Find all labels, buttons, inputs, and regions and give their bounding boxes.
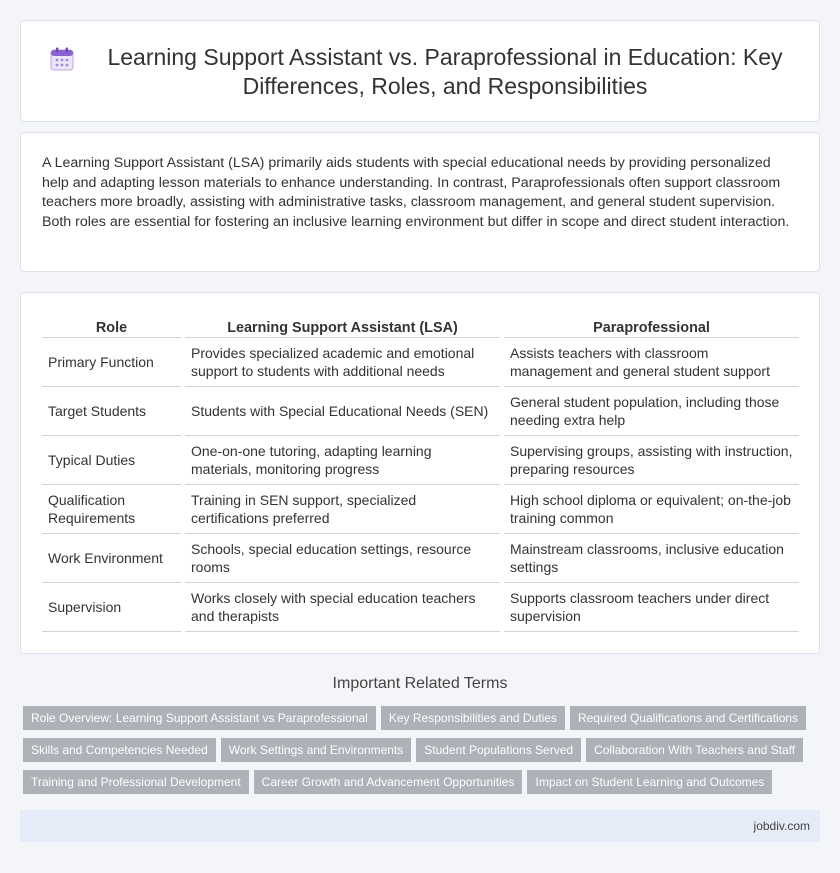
related-term-tag[interactable]: Career Growth and Advancement Opportunities [254, 770, 523, 794]
paraprofessional-cell: Supports classroom teachers under direct supervision [502, 582, 799, 631]
intro-card [20, 132, 820, 272]
page-title: Learning Support Assistant vs. Paraprofessional in Education: Key Differences, Roles, and Responsibilities [107, 44, 783, 99]
related-term-tag[interactable]: Skills and Competencies Needed [23, 738, 216, 762]
row-label: Typical Duties [42, 435, 183, 484]
related-term-tag[interactable]: Student Populations Served [416, 738, 581, 762]
paraprofessional-cell: Assists teachers with classroom management and general student support [502, 337, 799, 386]
row-label: Primary Function [42, 337, 183, 386]
related-term-tag[interactable]: Key Responsibilities and Duties [381, 706, 565, 730]
lsa-cell: Schools, special education settings, resource rooms [183, 533, 502, 582]
paraprofessional-cell: General student population, including those needing extra help [502, 386, 799, 435]
related-term-tag[interactable]: Role Overview: Learning Support Assistant vs Paraprofessional [23, 706, 376, 730]
lsa-cell: Students with Special Educational Needs (SEN) [183, 386, 502, 435]
table-row [42, 337, 799, 386]
calendar-icon [49, 46, 75, 72]
comparison-card [20, 292, 820, 654]
related-term-tag[interactable]: Collaboration With Teachers and Staff [586, 738, 803, 762]
lsa-cell: One-on-one tutoring, adapting learning materials, monitoring progress [183, 435, 502, 484]
footer-bar [20, 810, 820, 842]
related-terms-heading: Important Related Terms [332, 675, 508, 692]
paraprofessional-cell: High school diploma or equivalent; on-the-job training common [502, 484, 799, 533]
lsa-cell: Training in SEN support, specialized certifications preferred [183, 484, 502, 533]
related-term-tag[interactable]: Required Qualifications and Certifications [570, 706, 806, 730]
header-lsa: Learning Support Assistant (LSA) [183, 316, 502, 337]
intro-paragraph: A Learning Support Assistant (LSA) primarily aids students with special educational needs by providing personalized help and adapting lesson materials to enhance understanding. In contrast, Paraprofessionals often support classroom teachers more broadly, assisting with administrative tasks, classroom management, and general student supervision. Both roles are essential for fostering an inclusive learning environment but differ in scope and direct student interaction. [42, 155, 790, 230]
row-label: Target Students [42, 386, 183, 435]
paraprofessional-cell: Supervising groups, assisting with instruction, preparing resources [502, 435, 799, 484]
row-label: Qualification Requirements [42, 484, 183, 533]
header-role: Role [42, 316, 183, 337]
table-row [42, 484, 799, 533]
table-row [42, 582, 799, 631]
header-paraprofessional: Paraprofessional [502, 316, 799, 337]
related-term-tag[interactable]: Work Settings and Environments [221, 738, 412, 762]
table-header-row [42, 316, 799, 337]
comparison-table [42, 316, 799, 632]
table-row [42, 386, 799, 435]
table-row [42, 533, 799, 582]
related-term-tag[interactable]: Training and Professional Development [23, 770, 249, 794]
paraprofessional-cell: Mainstream classrooms, inclusive education settings [502, 533, 799, 582]
table-row [42, 435, 799, 484]
related-terms-list [23, 706, 823, 802]
footer-site-link[interactable]: jobdiv.com [753, 819, 810, 833]
row-label: Supervision [42, 582, 183, 631]
title-card [20, 20, 820, 122]
related-term-tag[interactable]: Impact on Student Learning and Outcomes [527, 770, 772, 794]
lsa-cell: Works closely with special education teachers and therapists [183, 582, 502, 631]
row-label: Work Environment [42, 533, 183, 582]
lsa-cell: Provides specialized academic and emotional support to students with additional needs [183, 337, 502, 386]
